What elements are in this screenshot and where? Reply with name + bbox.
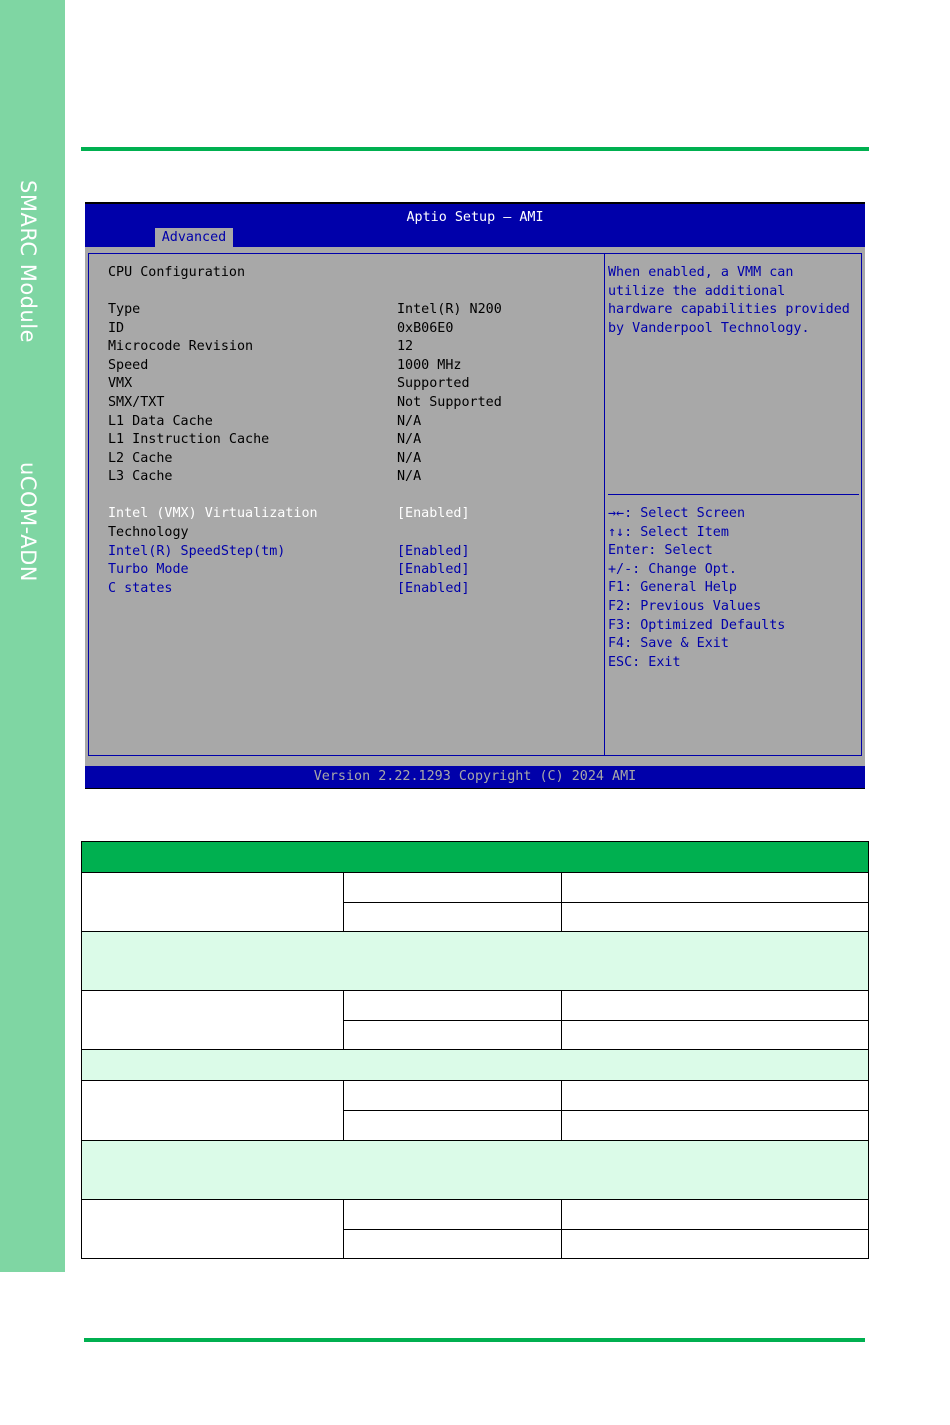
- info-label: L1 Data Cache: [108, 414, 213, 429]
- key-help-line: F1: General Help: [608, 580, 737, 596]
- help-line: When enabled, a VMM can: [608, 265, 794, 280]
- option-value[interactable]: [Enabled]: [397, 506, 470, 521]
- key-help-line: Enter: Select: [608, 543, 713, 559]
- table-note-row: [82, 1141, 868, 1200]
- bios-header: [85, 204, 865, 247]
- table-cell: [344, 991, 562, 1021]
- key-help-line: ↑↓: Select Item: [608, 524, 729, 540]
- table-cell: [82, 991, 344, 1050]
- info-label: SMX/TXT: [108, 395, 165, 410]
- bios-title: Aptio Setup – AMI: [406, 210, 544, 225]
- key-help-line: →←: Select Screen: [608, 506, 746, 521]
- info-value: N/A: [397, 469, 422, 484]
- key-help-line: F2: Previous Values: [608, 598, 762, 614]
- help-text: [608, 264, 856, 338]
- key-help: [608, 505, 856, 672]
- table-cell: [344, 1200, 562, 1230]
- info-row-vmx: [108, 375, 598, 393]
- info-label: Type: [108, 302, 141, 317]
- bios-footer: Version 2.22.1293 Copyright (C) 2024 AMI: [85, 766, 865, 788]
- section-title: [108, 264, 598, 282]
- key-help-line: ESC: Exit: [608, 654, 681, 670]
- option-label: Intel(R) SpeedStep(tm): [108, 544, 286, 559]
- info-value: Intel(R) N200: [397, 302, 502, 317]
- info-label: VMX: [108, 376, 133, 391]
- option-value[interactable]: [Enabled]: [397, 562, 470, 577]
- info-row-speed: [108, 357, 598, 375]
- table-header-row: [82, 842, 868, 873]
- info-label: ID: [108, 321, 125, 336]
- option-value[interactable]: [Enabled]: [397, 544, 470, 559]
- option-label: C states: [108, 581, 173, 596]
- table-cell: [562, 1200, 868, 1230]
- key-help-line: F4: Save & Exit: [608, 636, 729, 652]
- info-value: N/A: [397, 432, 422, 447]
- option-label: Technology: [108, 525, 189, 540]
- info-value: 12: [397, 339, 414, 354]
- help-line: hardware capabilities provided: [608, 302, 850, 318]
- table-cell: [562, 991, 868, 1021]
- sidebar: [0, 0, 65, 1272]
- key-help-line: +/-: Change Opt.: [608, 561, 737, 577]
- table-cell: [344, 873, 562, 903]
- table-cell: [562, 1111, 868, 1141]
- info-row-type: [108, 301, 598, 319]
- info-value: 1000 MHz: [397, 358, 462, 373]
- info-label: Microcode Revision: [108, 339, 254, 354]
- info-row-l1i: [108, 431, 598, 449]
- option-label: Turbo Mode: [108, 562, 189, 577]
- info-row-l1d: [108, 413, 598, 431]
- tab-advanced[interactable]: Advanced: [155, 228, 233, 247]
- option-speedstep[interactable]: [108, 543, 598, 561]
- bios-body: [85, 247, 865, 766]
- table-cell: [562, 1230, 868, 1258]
- info-row-l2: [108, 450, 598, 468]
- table-note-row: [82, 1050, 868, 1081]
- table-cell: [82, 873, 344, 932]
- option-vmx-virtualization-line2[interactable]: [108, 524, 598, 542]
- info-value: Not Supported: [397, 395, 502, 410]
- info-label: L2 Cache: [108, 451, 173, 466]
- info-row-l3: [108, 468, 598, 486]
- info-row-microcode: [108, 338, 598, 356]
- info-label: L1 Instruction Cache: [108, 432, 270, 447]
- table-cell: [344, 1021, 562, 1050]
- key-help-line: F3: Optimized Defaults: [608, 617, 786, 633]
- option-turbo-mode[interactable]: [108, 561, 598, 579]
- footer-rule: [84, 1338, 865, 1342]
- info-value: 0xB06E0: [397, 321, 454, 336]
- option-value[interactable]: [Enabled]: [397, 581, 470, 596]
- info-value: N/A: [397, 451, 422, 466]
- option-vmx-virtualization[interactable]: [108, 505, 598, 523]
- table-cell: [562, 903, 868, 932]
- section-title-text: CPU Configuration: [108, 265, 246, 280]
- table-cell: [82, 1081, 344, 1141]
- table-cell: [562, 1021, 868, 1050]
- options-table: [81, 841, 869, 1259]
- option-c-states[interactable]: [108, 580, 598, 598]
- info-label: L3 Cache: [108, 469, 173, 484]
- info-label: Speed: [108, 358, 149, 373]
- info-value: Supported: [397, 376, 470, 391]
- help-line: by Vanderpool Technology.: [608, 320, 810, 336]
- help-divider: [608, 494, 859, 495]
- info-row-id: [108, 320, 598, 338]
- table-cell: [344, 903, 562, 932]
- info-value: N/A: [397, 414, 422, 429]
- table-note-row: [82, 932, 868, 991]
- table-cell: [562, 1081, 868, 1111]
- option-label: Intel (VMX) Virtualization: [108, 506, 318, 521]
- table-cell: [344, 1230, 562, 1258]
- header-rule: [81, 147, 869, 151]
- model-label: uCOM-ADN: [16, 462, 40, 582]
- bios-screen: [85, 202, 865, 789]
- table-cell: [82, 1200, 344, 1258]
- info-row-smx: [108, 394, 598, 412]
- product-family-label: SMARC Module: [16, 180, 40, 344]
- table-cell: [344, 1081, 562, 1111]
- table-cell: [344, 1111, 562, 1141]
- table-cell: [562, 873, 868, 903]
- help-line: utilize the additional: [608, 283, 786, 299]
